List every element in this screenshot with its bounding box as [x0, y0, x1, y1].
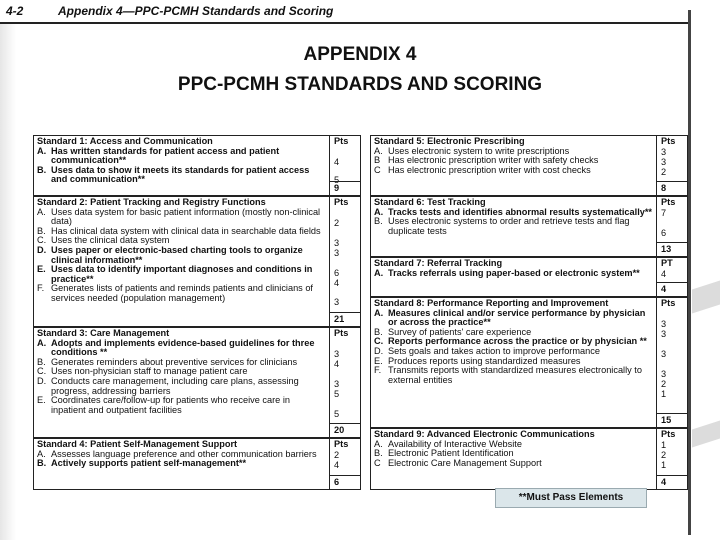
element-points: 2	[661, 379, 667, 389]
element-points: 1	[661, 460, 667, 470]
standard-body	[371, 136, 657, 195]
standard-heading: Standard 8: Performance Reporting and Improvement	[374, 298, 609, 308]
element-letter: C.	[37, 366, 47, 377]
element-points: 6	[334, 268, 340, 278]
element-letter: A.	[374, 438, 383, 449]
standard-2-table	[33, 196, 361, 327]
standard-body	[371, 298, 657, 427]
element-letter: B	[374, 155, 381, 166]
points-total: 9	[330, 181, 360, 195]
standard-body	[34, 136, 330, 195]
element-row	[34, 246, 329, 265]
points-column	[330, 136, 360, 195]
standard-body	[371, 429, 657, 489]
points-column	[330, 197, 360, 326]
points-label: Pts	[334, 328, 349, 338]
element-points: 3	[334, 297, 340, 307]
element-text: Produces reports using standardized measures	[388, 355, 581, 366]
element-text: Has written standards for patient access and patient communication**	[51, 145, 280, 166]
element-text: Electronic Care Management Support	[388, 457, 542, 468]
element-text: Uses non-physician staff to manage patient care	[51, 366, 248, 377]
element-letter: B.	[37, 458, 47, 469]
points-total: 15	[657, 413, 687, 427]
element-letter: B.	[37, 356, 46, 367]
standard-6-table	[370, 196, 688, 257]
element-row	[371, 459, 656, 469]
element-text: Uses electronic systems to order and retrieve tests and flag duplicate tests	[388, 216, 630, 236]
element-row	[371, 217, 656, 236]
element-points: 3	[334, 379, 340, 389]
points-label: Pts	[661, 197, 676, 207]
element-letter: B.	[37, 225, 46, 236]
element-letter: B.	[374, 216, 383, 227]
element-points: 3	[661, 157, 667, 167]
element-points: 5	[334, 389, 340, 399]
element-points: 3	[334, 248, 340, 258]
header-rule	[0, 22, 690, 24]
element-points: 2	[661, 167, 667, 177]
standard-heading: Standard 2: Patient Tracking and Registry Functions	[37, 197, 266, 207]
element-points: 4	[334, 460, 340, 470]
element-points: 5	[334, 409, 340, 419]
element-text: Has electronic prescription writer with cost checks	[388, 164, 591, 175]
element-row	[371, 166, 656, 176]
standard-7-table	[370, 257, 688, 297]
standard-5-table	[370, 135, 688, 196]
element-points: 4	[661, 269, 667, 279]
standard-9-table	[370, 428, 688, 490]
standard-body	[371, 197, 657, 256]
element-letter: C.	[37, 235, 47, 246]
element-text: Assesses language preference and other communication barriers	[51, 448, 317, 459]
page-subtitle: PPC-PCMH STANDARDS AND SCORING	[177, 74, 543, 95]
standard-heading: Standard 3: Care Management	[37, 328, 170, 338]
points-column	[657, 136, 687, 195]
element-text: Uses data to identify important diagnoses and conditions in practice**	[51, 264, 313, 284]
element-text: Generates lists of patients and reminds patients and clinicians of services needed (population management)	[51, 283, 313, 303]
element-row	[34, 377, 329, 396]
legend-note: **Must Pass Elements	[495, 488, 647, 508]
header-title: Appendix 4—PPC-PCMH Standards and Scoring	[58, 4, 334, 18]
element-text: Transmits reports with standardized measures electronically to external entities	[388, 365, 642, 385]
points-total: 8	[657, 181, 687, 195]
element-row	[34, 396, 329, 415]
element-row	[371, 269, 656, 279]
element-row	[34, 208, 329, 227]
element-text: Survey of patients' care experience	[388, 326, 532, 337]
element-letter: C.	[374, 336, 384, 347]
points-label: Pts	[661, 429, 676, 439]
points-column	[330, 439, 360, 489]
standard-1-table	[33, 135, 361, 196]
element-row	[34, 284, 329, 303]
element-letter: F.	[374, 365, 382, 376]
standard-heading: Standard 9: Advanced Electronic Communications	[374, 429, 595, 439]
standard-heading: Standard 6: Test Tracking	[374, 197, 486, 207]
standard-body	[34, 439, 330, 489]
element-letter: D.	[37, 244, 47, 255]
element-points: 2	[661, 450, 667, 460]
element-text: Sets goals and takes action to improve performance	[388, 345, 600, 356]
element-letter: C	[374, 164, 381, 175]
points-label: Pts	[334, 197, 349, 207]
page-title: APPENDIX 4	[303, 44, 417, 65]
element-points: 3	[334, 349, 340, 359]
element-text: Electronic Patient Identification	[388, 448, 514, 459]
element-text: Tracks tests and identifies abnormal results systematically**	[388, 206, 653, 217]
element-text: Availability of Interactive Website	[388, 438, 522, 449]
points-total: 20	[330, 423, 360, 437]
element-text: Reports performance across the practice or by physician **	[388, 336, 647, 347]
element-points: 1	[661, 389, 667, 399]
standard-body	[34, 328, 330, 437]
element-text: Uses data to show it meets its standards for patient access and communication**	[51, 164, 310, 185]
page-number: 4-2	[6, 4, 24, 18]
points-column	[330, 328, 360, 437]
element-letter: B.	[37, 164, 47, 175]
standard-body	[371, 258, 657, 296]
element-letter: F.	[37, 283, 45, 294]
points-total: 13	[657, 242, 687, 256]
element-row	[34, 459, 329, 469]
element-points: 7	[661, 208, 667, 218]
element-letter: E.	[37, 264, 46, 275]
standard-heading: Standard 1: Access and Communication	[37, 136, 213, 146]
element-letter: E.	[374, 355, 383, 366]
decorative-shape	[692, 280, 720, 313]
element-points: 4	[334, 157, 340, 167]
element-letter: D.	[374, 345, 384, 356]
element-points: 3	[661, 329, 667, 339]
element-text: Conducts care management, including care plans, assessing progress, addressing barriers	[51, 375, 299, 396]
element-text: Has clinical data system with clinical data in searchable data fields	[51, 225, 321, 236]
points-label: Pts	[334, 439, 349, 449]
element-points: 3	[661, 319, 667, 329]
element-text: Generates reminders about preventive services for clinicians	[51, 356, 298, 367]
element-letter: A.	[374, 307, 384, 318]
element-row	[34, 147, 329, 166]
element-points: 4	[334, 278, 340, 288]
points-total: 4	[657, 282, 687, 296]
points-label: Pts	[661, 136, 676, 146]
element-points: 4	[334, 359, 340, 369]
element-points: 1	[661, 440, 667, 450]
element-letter: A.	[374, 145, 383, 156]
points-total: 21	[330, 312, 360, 326]
element-points: 6	[661, 228, 667, 238]
points-column	[657, 429, 687, 489]
element-letter: B.	[374, 448, 383, 459]
element-row	[34, 339, 329, 358]
element-text: Uses data system for basic patient information (mostly non-clinical data)	[51, 206, 321, 227]
element-points: 5	[334, 175, 340, 185]
element-letter: D.	[37, 375, 47, 386]
standard-heading: Standard 7: Referral Tracking	[374, 258, 503, 268]
element-points: 2	[334, 450, 340, 460]
standard-heading: Standard 5: Electronic Prescribing	[374, 136, 525, 146]
points-total: 4	[657, 475, 687, 489]
element-text: Measures clinical and/or service performance by physician or across the practice**	[388, 307, 646, 328]
element-points: 3	[661, 349, 667, 359]
element-row	[34, 166, 329, 185]
element-row	[371, 366, 656, 385]
element-letter: A.	[37, 448, 46, 459]
standard-4-table	[33, 438, 361, 490]
element-letter: C	[374, 457, 381, 468]
element-points: 3	[661, 369, 667, 379]
standard-3-table	[33, 327, 361, 438]
points-column	[657, 258, 687, 296]
element-letter: A.	[37, 206, 46, 217]
decorative-shape	[692, 420, 720, 447]
element-row	[34, 265, 329, 284]
element-text: Uses paper or electronic-based charting tools to organize clinical information**	[51, 244, 303, 265]
standard-body	[34, 197, 330, 326]
element-points: 3	[661, 147, 667, 157]
element-text: Uses electronic system to write prescriptions	[388, 145, 570, 156]
standard-heading: Standard 4: Patient Self-Management Support	[37, 439, 238, 449]
standard-8-table	[370, 297, 688, 428]
points-label: Pts	[661, 298, 676, 308]
element-text: Uses the clinical data system	[51, 235, 170, 246]
element-letter: A.	[37, 145, 47, 156]
element-letter: A.	[374, 267, 384, 278]
points-total: 6	[330, 475, 360, 489]
element-text: Actively supports patient self-management**	[51, 458, 247, 469]
element-letter: A.	[37, 337, 47, 348]
points-label: Pts	[334, 136, 349, 146]
points-label: PT	[661, 258, 673, 268]
element-row	[371, 309, 656, 328]
element-points: 2	[334, 218, 340, 228]
element-letter: A.	[374, 206, 384, 217]
element-text: Tracks referrals using paper-based or electronic system**	[388, 267, 640, 278]
element-points: 3	[334, 238, 340, 248]
points-column	[657, 197, 687, 256]
element-text: Has electronic prescription writer with safety checks	[388, 155, 599, 166]
element-letter: B.	[374, 326, 383, 337]
points-column	[657, 298, 687, 427]
left-shadow	[0, 24, 16, 540]
element-letter: E.	[37, 395, 46, 406]
element-text: Adopts and implements evidence-based guidelines for three conditions **	[51, 337, 315, 358]
page-header	[0, 0, 720, 24]
element-text: Coordinates care/follow-up for patients who receive care in inpatient and outpatient facilities	[51, 395, 290, 415]
